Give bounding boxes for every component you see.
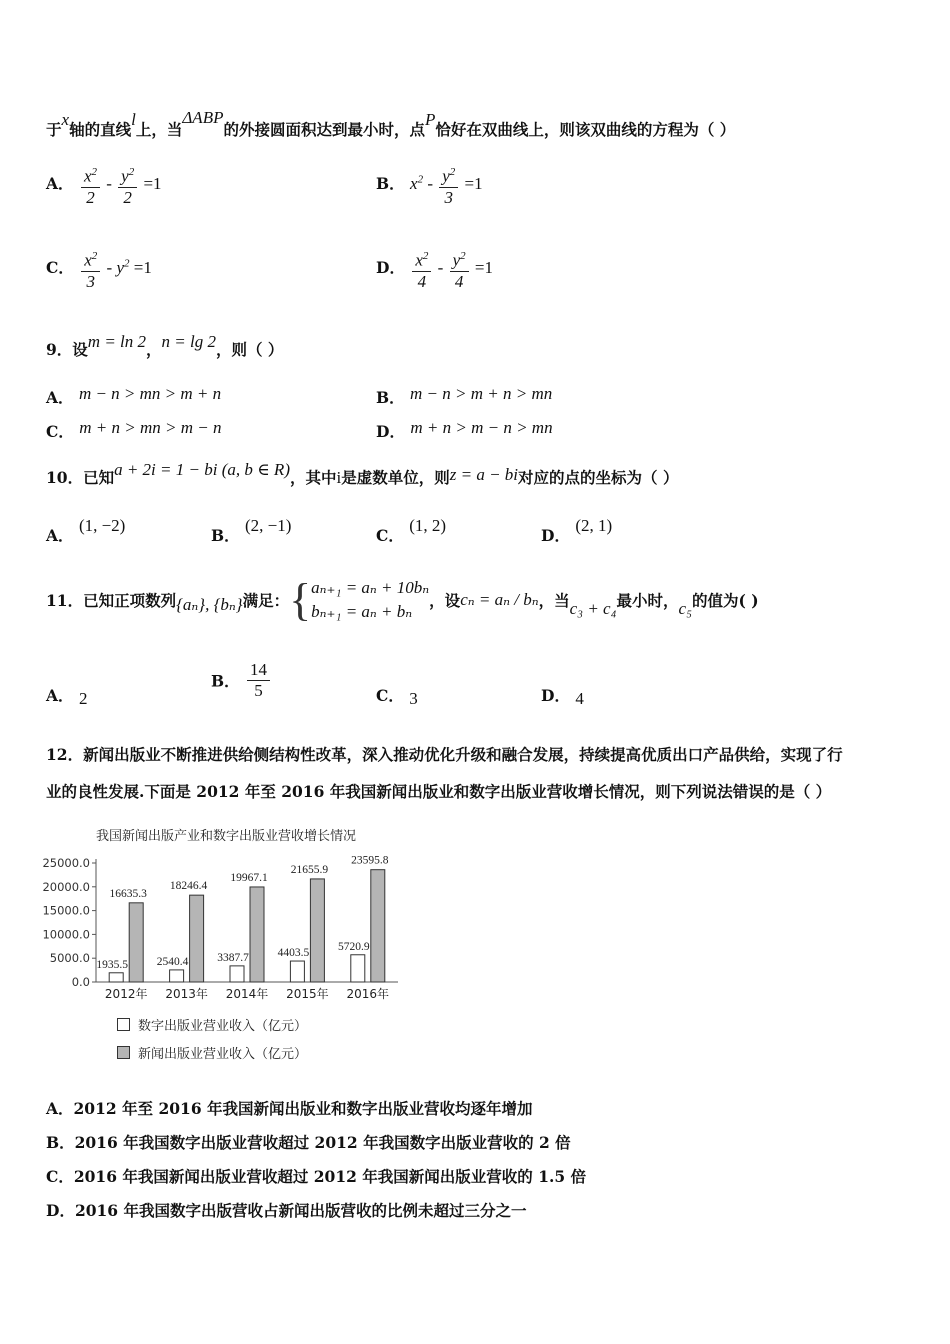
q8-option-b[interactable]: B． $x^2$ - $\frac{y^2}{3}$ =1 [376, 162, 483, 208]
q12-option-d[interactable]: D．2016 年我国数字出版营收占新闻出版营收的比例未超过三分之一 [46, 1201, 527, 1220]
bar-news [129, 903, 143, 982]
q10-option-b[interactable]: B． (2, −1) [211, 516, 292, 545]
legend-swatch-digital [117, 1018, 130, 1031]
y-tick-label: 10000.0 [42, 927, 90, 942]
bar-news [371, 870, 385, 982]
bar-label-news: 21655.9 [290, 863, 329, 876]
bar-label-digital: 1935.5 [96, 958, 129, 971]
bar-news [190, 895, 204, 982]
system-brace: { [289, 574, 312, 625]
x-tick-label: 2015年 [286, 987, 329, 1001]
x-tick-label: 2013年 [165, 987, 208, 1001]
bar-label-news: 19967.1 [230, 871, 268, 884]
bar-digital [170, 970, 184, 982]
bar-label-news: 16635.3 [109, 887, 147, 900]
bar-label-digital: 2540.4 [156, 955, 189, 968]
y-tick-label: 5000.0 [49, 951, 90, 966]
bar-label-digital: 5720.9 [337, 940, 370, 953]
x-tick-label: 2012年 [104, 987, 148, 1001]
l-var: l [131, 110, 136, 129]
q12-stem-line1: 12．新闻出版业不断推进供给侧结构性改革，深入推动优化升级和融合发展，持续提高优质出口产品供给，实现了行 [46, 745, 843, 764]
q12-stem-line2: 业的良性发展.下面是 2012 年至 2016 年我国新闻出版业和数字出版业营收增长情况，则下列说法错误的是（ ） [46, 782, 832, 801]
x-var: x [61, 110, 70, 129]
q11-option-c[interactable]: C． 3 [376, 686, 418, 708]
y-tick-label: 25000.0 [42, 856, 90, 870]
x-tick-label: 2014年 [225, 987, 269, 1001]
bar-news [250, 887, 264, 982]
q9-option-d[interactable]: D． m + n > m − n > mn [376, 418, 553, 441]
q12-option-c[interactable]: C．2016 年我国新闻出版业营收超过 2012 年我国新闻出版业营收的 1.5 倍 [46, 1167, 587, 1186]
legend-digital: 数字出版业营业收入（亿元） [117, 1015, 307, 1034]
q11-option-b[interactable]: B． $\frac{14}{5}$ [211, 660, 272, 701]
recurrence-system: aₙ₊₁ = aₙ + 10bₙ bₙ₊₁ = aₙ + bₙ [311, 578, 430, 621]
q10-option-a[interactable]: A． (1, −2) [46, 516, 126, 545]
y-tick-label: 0.0 [71, 975, 90, 989]
y-tick-label: 20000.0 [42, 879, 90, 894]
q9-stem: 9．设m = ln 2，n = lg 2，则（ ） [46, 332, 284, 359]
q10-option-c[interactable]: C． (1, 2) [376, 516, 447, 545]
bar-digital [109, 973, 123, 982]
q10-stem: 10．已知a + 2i = 1 − bi (a, b ∈ R)，其中i是虚数单位，则z = a − bi对应的点的坐标为（ ） [46, 460, 679, 487]
legend-swatch-news [117, 1046, 130, 1059]
bar-label-digital: 3387.7 [217, 951, 249, 964]
bar-digital [351, 955, 365, 982]
q9-option-c[interactable]: C． m + n > mn > m − n [46, 418, 222, 441]
bar-label-news: 23595.8 [351, 854, 389, 867]
q11-stem: 11．已知正项数列{aₙ}, {bₙ}满足：{ aₙ₊₁ = aₙ + 10bₙ bₙ₊₁ = aₙ + bₙ ，设cₙ = aₙ / bₙ，当c₃ + c₄最小时，c₅的值为( ) [46, 574, 759, 625]
revenue-bar-chart [42, 822, 422, 1007]
q8-option-c[interactable]: C． $\frac{x^2}{3}$ - $y^2 =1$ [46, 246, 152, 292]
bar-label-digital: 4403.5 [277, 947, 310, 960]
q8-stem: 于x轴的直线l上，当ΔABP的外接圆面积达到最小时，点P恰好在双曲线上，则该双曲线的方程为（ ） [46, 108, 736, 139]
q10-option-d[interactable]: D． (2, 1) [541, 516, 613, 545]
q12-option-b[interactable]: B．2016 年我国数字出版业营收超过 2012 年我国数字出版业营收的 2 倍 [46, 1133, 571, 1152]
q11-option-d[interactable]: D． 4 [541, 686, 584, 708]
bar-label-news: 18246.4 [169, 880, 208, 893]
p-var: P [424, 110, 436, 129]
q11-option-a[interactable]: A． 2 [46, 686, 88, 708]
bar-digital [230, 966, 244, 982]
bar-news [310, 879, 324, 982]
y-tick-label: 15000.0 [42, 903, 90, 918]
q9-option-b[interactable]: B． m − n > m + n > mn [376, 384, 553, 407]
q9-option-a[interactable]: A． m − n > mn > m + n [46, 384, 222, 407]
q8-option-d[interactable]: D． $\frac{x^2}{4}$ - $\frac{y^2}{4}$ =1 [376, 246, 493, 292]
q8-option-a[interactable]: A． $\frac{x^2}{2}$ - $\frac{y^2}{2}$ =1 [46, 162, 162, 208]
legend-news: 新闻出版业营业收入（亿元） [117, 1043, 307, 1062]
chart-title: 我国新闻出版产业和数字出版业营收增长情况 [96, 829, 357, 844]
triangle-abp: ΔABP [182, 108, 224, 127]
bar-digital [290, 961, 304, 982]
x-tick-label: 2016年 [346, 987, 390, 1001]
q12-option-a[interactable]: A．2012 年至 2016 年我国新闻出版业和数字出版业营收均逐年增加 [46, 1099, 533, 1118]
